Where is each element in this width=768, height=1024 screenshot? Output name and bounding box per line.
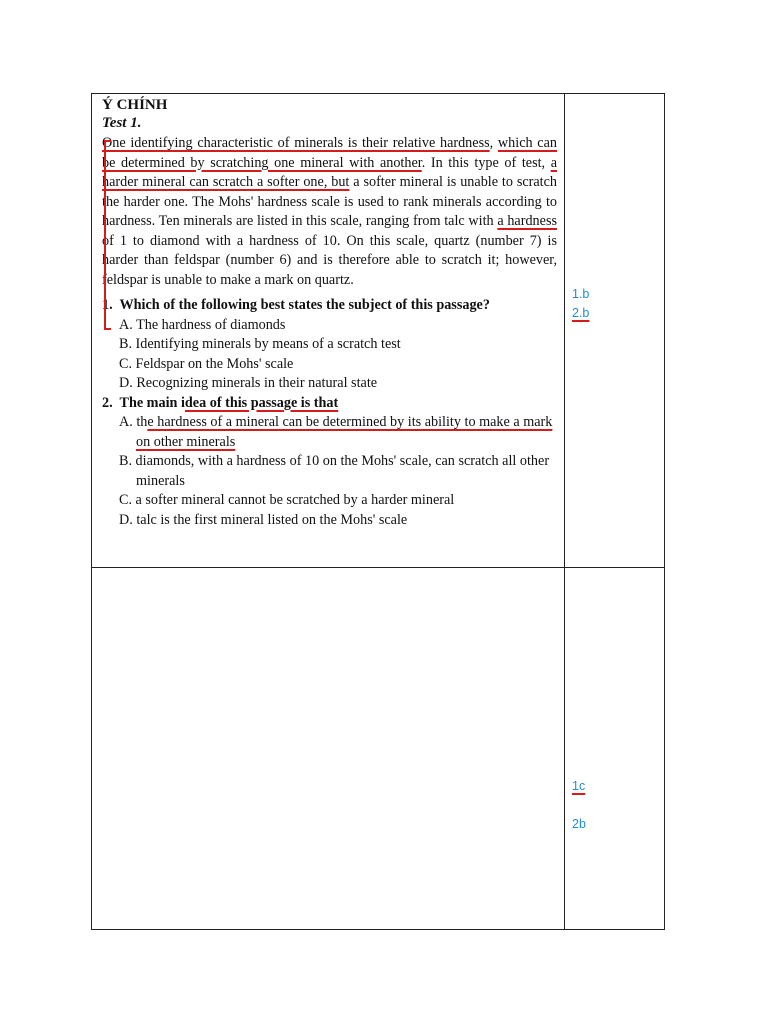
question-2-highlight: dea of this passage is that (184, 394, 339, 411)
q2-option-c: C. a softer mineral cannot be scratched by a harder mineral (119, 492, 455, 508)
q2-option-a-highlight: e hardness of a mineral can be determined by its ability to make a mark on other minerals (136, 414, 553, 450)
answer-bottom-2: 2b (572, 817, 586, 831)
q1-option-a: A. The hardness of diamonds (119, 316, 286, 333)
passage-highlight-2: which can be determined by scratching one mineral with another (102, 135, 557, 171)
passage-highlight-3: a harder mineral can scratch a softer one, but (102, 154, 558, 190)
q2-option-d: D. talc is the first mineral listed on the Mohs' scale (119, 511, 408, 528)
column-divider (564, 94, 565, 929)
q2-option-a: A. the hardness of a mineral can be determined by its ability to make a mark on other minerals (119, 414, 553, 450)
passage-cell (102, 96, 557, 530)
answer-top-1: 1.b (572, 287, 590, 301)
test-title: Test 1. (102, 115, 142, 131)
question-2-options (102, 413, 557, 530)
passage-highlight-4: a hardness (497, 213, 557, 229)
q1-option-b: B. Identifying minerals by means of a scratch test (119, 336, 401, 352)
row-divider (92, 567, 664, 568)
red-margin-bracket (104, 140, 111, 330)
q2-option-b: B. diamonds, with a hardness of 10 on the Mohs' scale, can scratch all other minerals (119, 453, 550, 489)
question-1: 1. Which of the following best states the subject of this passage? (102, 297, 490, 313)
section-heading: Ý CHÍNH (102, 97, 168, 113)
answer-top-2: 2.b (572, 306, 590, 320)
passage-highlight-1: One identifying characteristic of minerals is their relative hardness (102, 135, 490, 151)
answer-bottom-1: 1c (572, 779, 586, 793)
question-2: 2. The main idea of this passage is that (102, 394, 339, 411)
reading-passage: One identifying characteristic of minerals is their relative hardness, which can be determined by scratching one mineral with another. In this type of test, a harder mineral can scratch a softer one, but a softer mineral is unable to scratch the harder one. The Mohs' hardness scale is used to rank minerals according to hardness. Ten minerals are listed in this scale, ranging from talc with a hardness of 1 to diamond with a hardness of 10. On this scale, quartz (number 7) is harder than feldspar (number 6) and is therefore able to scratch it; however, feldspar is unable to make a mark on quartz. (102, 135, 558, 288)
document-table (91, 93, 665, 930)
question-1-options (102, 316, 557, 394)
question-1-text: Which of the following best states the subject of this passage? (119, 297, 490, 313)
q1-option-d: D. Recognizing minerals in their natural state (119, 375, 378, 391)
q1-option-c: C. Feldspar on the Mohs' scale (119, 355, 294, 372)
